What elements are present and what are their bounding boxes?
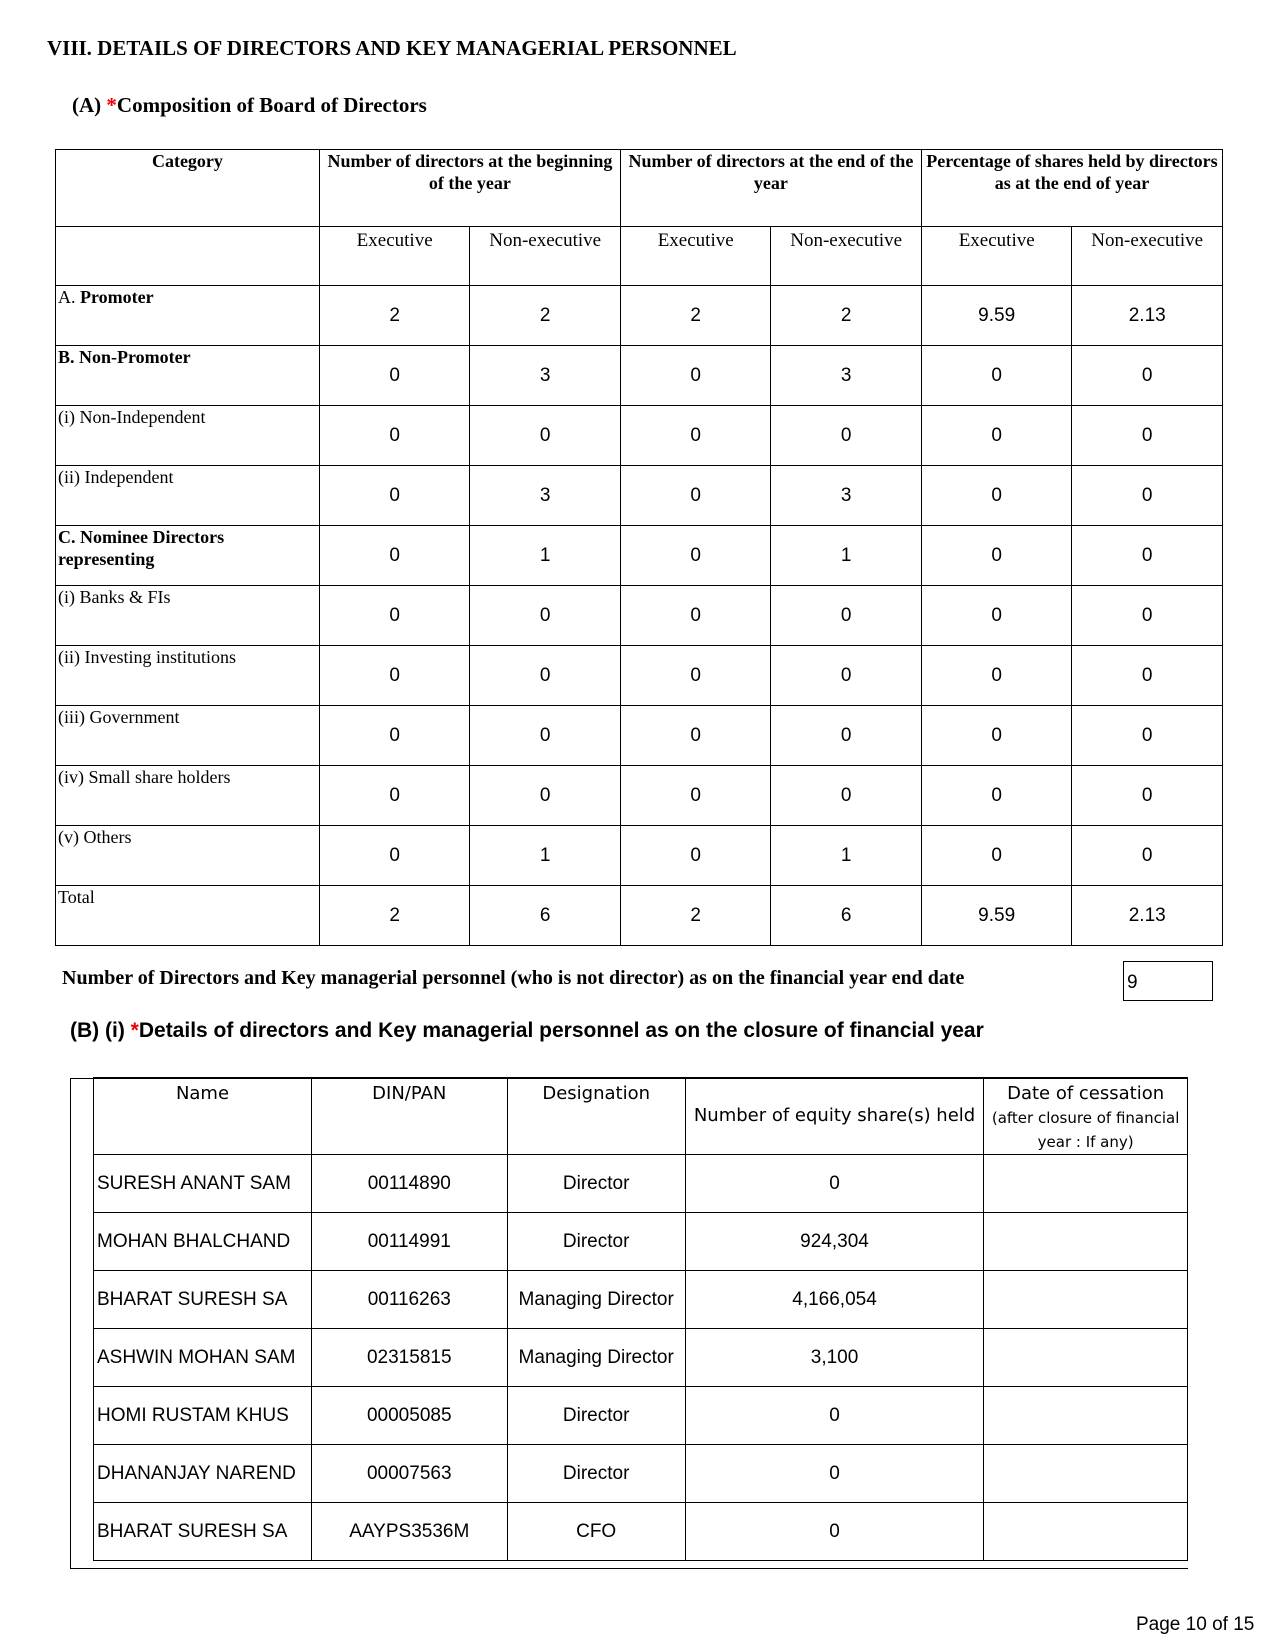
- name-header: Name: [94, 1078, 312, 1155]
- value-cell: 0: [620, 646, 771, 706]
- kmp-row: [94, 1445, 1188, 1503]
- board-row: [56, 646, 1223, 706]
- value-cell: 0: [1072, 706, 1223, 766]
- category-cell: [56, 286, 320, 346]
- value-cell: 3: [771, 346, 922, 406]
- value-cell: 0: [771, 706, 922, 766]
- value-cell: 0: [470, 646, 621, 706]
- value-cell: 0: [319, 586, 470, 646]
- value-cell: 0: [620, 706, 771, 766]
- value-cell: 0: [620, 826, 771, 886]
- din-pan-cell: 00116263: [311, 1271, 507, 1329]
- page-number: Page 10 of 15: [1136, 1614, 1255, 1635]
- name-cell: SURESH ANANT SAM: [94, 1155, 312, 1213]
- value-cell: 0: [620, 466, 771, 526]
- equity-cell: 0: [685, 1445, 983, 1503]
- value-cell: 0: [620, 526, 771, 586]
- designation-cell: Managing Director: [507, 1271, 685, 1329]
- category-header: Category: [56, 150, 320, 227]
- kmp-header-row: [94, 1078, 1188, 1155]
- value-cell: 0: [319, 826, 470, 886]
- value-cell: 0: [319, 406, 470, 466]
- cessation-cell: [984, 1271, 1188, 1329]
- category-cell: [56, 706, 320, 766]
- cessation-cell: [984, 1445, 1188, 1503]
- value-cell: 9.59: [921, 886, 1072, 946]
- category-label: Total: [58, 887, 95, 907]
- category-cell: [56, 466, 320, 526]
- sub-header: Non-executive: [1072, 227, 1223, 286]
- din-pan-cell: 00114991: [311, 1213, 507, 1271]
- board-row: [56, 406, 1223, 466]
- kmp-row: [94, 1387, 1188, 1445]
- value-cell: 0: [921, 766, 1072, 826]
- value-cell: 0: [319, 706, 470, 766]
- value-cell: 0: [1072, 586, 1223, 646]
- category-cell: [56, 586, 320, 646]
- name-cell: MOHAN BHALCHAND: [94, 1213, 312, 1271]
- board-header-row: [56, 150, 1223, 227]
- subsection-a-prefix: (A): [72, 93, 107, 117]
- name-cell: BHARAT SURESH SA: [94, 1271, 312, 1329]
- category-cell: [56, 646, 320, 706]
- cessation-cell: [984, 1155, 1188, 1213]
- value-cell: 0: [470, 706, 621, 766]
- value-cell: 2: [319, 886, 470, 946]
- value-cell: 0: [771, 766, 922, 826]
- kmp-row: [94, 1329, 1188, 1387]
- value-cell: 9.59: [921, 286, 1072, 346]
- value-cell: 2: [620, 886, 771, 946]
- value-cell: 0: [620, 406, 771, 466]
- value-cell: 0: [620, 586, 771, 646]
- value-cell: 2.13: [1072, 886, 1223, 946]
- value-cell: 0: [319, 766, 470, 826]
- value-cell: 0: [1072, 766, 1223, 826]
- value-cell: 0: [771, 406, 922, 466]
- value-cell: 1: [771, 526, 922, 586]
- value-cell: 0: [921, 706, 1072, 766]
- din-pan-cell: AAYPS3536M: [311, 1503, 507, 1561]
- category-label: (ii) Investing institutions: [58, 647, 236, 667]
- category-label: (i) Non-Independent: [58, 407, 206, 427]
- equity-cell: 0: [685, 1503, 983, 1561]
- value-cell: 0: [319, 526, 470, 586]
- designation-cell: Director: [507, 1213, 685, 1271]
- value-cell: 0: [921, 646, 1072, 706]
- cessation-cell: [984, 1387, 1188, 1445]
- value-cell: 0: [319, 646, 470, 706]
- din-pan-cell: 00007563: [311, 1445, 507, 1503]
- value-cell: 0: [1072, 406, 1223, 466]
- cessation-cell: [984, 1503, 1188, 1561]
- category-cell: [56, 406, 320, 466]
- subsection-a-title: [72, 93, 427, 118]
- kmp-count-field[interactable]: 9: [1123, 961, 1213, 1001]
- value-cell: 0: [1072, 646, 1223, 706]
- board-row: [56, 286, 1223, 346]
- kmp-row: [94, 1503, 1188, 1561]
- value-cell: 2: [319, 286, 470, 346]
- category-cell: [56, 886, 320, 946]
- sub-header: Executive: [319, 227, 470, 286]
- value-cell: 1: [470, 826, 621, 886]
- board-row: [56, 526, 1223, 586]
- kmp-row: [94, 1213, 1188, 1271]
- value-cell: 0: [470, 586, 621, 646]
- name-cell: DHANANJAY NAREND: [94, 1445, 312, 1503]
- board-subheader-row: [56, 227, 1223, 286]
- value-cell: 0: [921, 466, 1072, 526]
- value-cell: 1: [470, 526, 621, 586]
- kmp-count-label: Number of Directors and Key managerial personnel (who is not director) as on the financial year end date: [62, 967, 965, 989]
- category-label: Promoter: [80, 287, 154, 307]
- value-cell: 0: [319, 346, 470, 406]
- equity-cell: 0: [685, 1155, 983, 1213]
- section-title: VIII. DETAILS OF DIRECTORS AND KEY MANAGERIAL PERSONNEL: [47, 36, 737, 60]
- beginning-header: Number of directors at the beginning of the year: [319, 150, 620, 227]
- subsection-b-prefix: (B) (i): [70, 1019, 131, 1042]
- sub-header: Executive: [620, 227, 771, 286]
- empty-cell: [56, 227, 320, 286]
- subsection-a-text: Composition of Board of Directors: [116, 93, 427, 117]
- value-cell: 0: [921, 586, 1072, 646]
- category-cell: [56, 346, 320, 406]
- board-row: [56, 826, 1223, 886]
- value-cell: 2: [771, 286, 922, 346]
- kmp-row: [94, 1271, 1188, 1329]
- board-row: [56, 346, 1223, 406]
- value-cell: 0: [319, 466, 470, 526]
- equity-cell: 0: [685, 1387, 983, 1445]
- value-cell: 3: [470, 346, 621, 406]
- value-cell: 2: [620, 286, 771, 346]
- name-cell: HOMI RUSTAM KHUS: [94, 1387, 312, 1445]
- cessation-note: (after closure of financial year : If any): [991, 1109, 1180, 1151]
- board-row: [56, 886, 1223, 946]
- percentage-header: Percentage of shares held by directors as at the end of year: [921, 150, 1222, 227]
- category-label: (iii) Government: [58, 707, 180, 727]
- value-cell: 6: [771, 886, 922, 946]
- cessation-title: Date of cessation: [1007, 1083, 1165, 1104]
- value-cell: 0: [771, 586, 922, 646]
- designation-header: Designation: [507, 1078, 685, 1155]
- required-mark: *: [106, 93, 117, 117]
- cessation-header: [984, 1078, 1188, 1155]
- category-cell: [56, 826, 320, 886]
- value-cell: 2: [470, 286, 621, 346]
- value-cell: 0: [921, 346, 1072, 406]
- board-row: [56, 706, 1223, 766]
- sub-header: Non-executive: [470, 227, 621, 286]
- value-cell: 0: [470, 406, 621, 466]
- designation-cell: Director: [507, 1387, 685, 1445]
- designation-cell: Director: [507, 1155, 685, 1213]
- din-pan-cell: 02315815: [311, 1329, 507, 1387]
- board-row: [56, 586, 1223, 646]
- designation-cell: Director: [507, 1445, 685, 1503]
- subsection-b-title: [70, 1019, 984, 1043]
- board-composition-table: [55, 149, 1223, 946]
- kmp-details-table: [93, 1077, 1188, 1561]
- value-cell: 0: [1072, 346, 1223, 406]
- name-cell: BHARAT SURESH SA: [94, 1503, 312, 1561]
- end-header: Number of directors at the end of the year: [620, 150, 921, 227]
- board-row: [56, 466, 1223, 526]
- value-cell: 0: [1072, 526, 1223, 586]
- value-cell: 0: [470, 766, 621, 826]
- category-label: (i) Banks & FIs: [58, 587, 171, 607]
- cessation-cell: [984, 1213, 1188, 1271]
- value-cell: 1: [771, 826, 922, 886]
- value-cell: 0: [921, 406, 1072, 466]
- equity-cell: 3,100: [685, 1329, 983, 1387]
- board-row: [56, 766, 1223, 826]
- sub-header: Non-executive: [771, 227, 922, 286]
- category-label: (v) Others: [58, 827, 132, 847]
- category-cell: [56, 526, 320, 586]
- value-cell: 0: [921, 826, 1072, 886]
- value-cell: 3: [470, 466, 621, 526]
- category-label: B. Non-Promoter: [58, 347, 191, 367]
- cessation-cell: [984, 1329, 1188, 1387]
- designation-cell: Managing Director: [507, 1329, 685, 1387]
- value-cell: 0: [620, 766, 771, 826]
- value-cell: 0: [1072, 466, 1223, 526]
- subsection-b-text: Details of directors and Key managerial personnel as on the closure of financial year: [138, 1019, 984, 1042]
- value-cell: 3: [771, 466, 922, 526]
- category-prefix: A.: [58, 287, 80, 307]
- required-mark: *: [130, 1019, 139, 1042]
- kmp-row: [94, 1155, 1188, 1213]
- sub-header: Executive: [921, 227, 1072, 286]
- din-pan-cell: 00005085: [311, 1387, 507, 1445]
- value-cell: 0: [1072, 826, 1223, 886]
- designation-cell: CFO: [507, 1503, 685, 1561]
- value-cell: 0: [771, 646, 922, 706]
- category-cell: [56, 766, 320, 826]
- value-cell: 0: [921, 526, 1072, 586]
- equity-cell: 924,304: [685, 1213, 983, 1271]
- value-cell: 0: [620, 346, 771, 406]
- din-pan-cell: 00114890: [311, 1155, 507, 1213]
- din-pan-header: DIN/PAN: [311, 1078, 507, 1155]
- category-label: (ii) Independent: [58, 467, 174, 487]
- value-cell: 2.13: [1072, 286, 1223, 346]
- value-cell: 6: [470, 886, 621, 946]
- equity-cell: 4,166,054: [685, 1271, 983, 1329]
- category-label: C. Nominee Directors representing: [58, 527, 225, 569]
- equity-header: Number of equity share(s) held: [685, 1078, 983, 1155]
- category-label: (iv) Small share holders: [58, 767, 231, 787]
- name-cell: ASHWIN MOHAN SAM: [94, 1329, 312, 1387]
